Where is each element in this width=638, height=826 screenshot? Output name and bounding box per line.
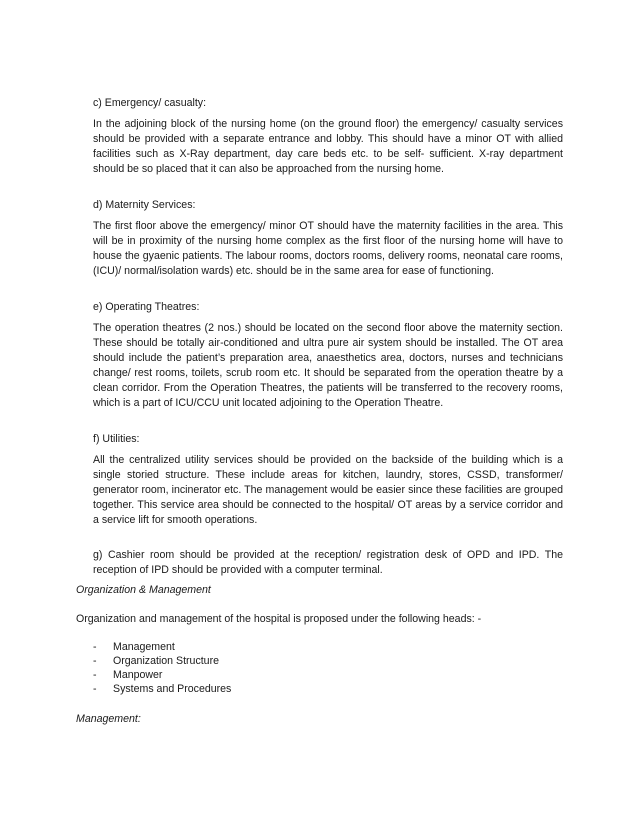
section-body: The operation theatres (2 nos.) should be located on the second floor above the maternity section. These should be totally air-conditioned and ultra pure air system should be installed. The OT area should include the patient’s preparation area, anaesthetics area, doctors, nurses and technicians change/ rest rooms, toilets, scrub room etc. It should be separated from the operation theatre by a clean corridor. From the Operation Theatres, the patients will be transferred to the recovery rooms, which is a part of ICU/CCU unit located adjoining to the Operation Theatre.	[93, 322, 563, 409]
list-item	[93, 640, 231, 654]
org-heading: Organization & Management	[76, 584, 211, 596]
cashier-paragraph: g) Cashier room should be provided at the reception/ registration desk of OPD and IPD. The reception of IPD should be provided with a computer terminal.	[93, 549, 563, 576]
list-item-text: Manpower	[113, 669, 163, 681]
bullet-marker: -	[93, 683, 97, 695]
list-item-text: Organization Structure	[113, 655, 219, 667]
list-item-text: Management	[113, 641, 175, 653]
section-body: In the adjoining block of the nursing home (on the ground floor) the emergency/ casualty services should be provided with a separate entrance and lobby. This should have a minor OT with allied facilities such as X-Ray department, day care beds etc. to be self- sufficient. X-ray department should be so placed that it can also be approached from the nursing home.	[93, 118, 563, 175]
section-heading: d) Maternity Services:	[93, 199, 196, 211]
section-heading: f) Utilities:	[93, 433, 140, 445]
section-cashier	[93, 548, 563, 578]
section-utilities	[93, 432, 563, 528]
bullet-marker: -	[93, 641, 97, 653]
bullet-marker: -	[93, 655, 97, 667]
bullet-list	[93, 640, 231, 696]
section-body: All the centralized utility services should be provided on the backside of the building which is a single storied structure. These include areas for kitchen, laundry, stores, CSSD, transformer/ generator room, incinerator etc. The management would be easier since these facilities are grouped together. This service area should be connected to the hospital/ OT areas by a service corridor and a service lift for smooth operations.	[93, 454, 563, 526]
list-item	[93, 668, 231, 682]
section-heading: c) Emergency/ casualty:	[93, 97, 207, 109]
list-item-text: Systems and Procedures	[113, 683, 232, 695]
org-intro: Organization and management of the hospital is proposed under the following heads: -	[76, 613, 482, 625]
management-heading: Management:	[76, 713, 141, 725]
section-heading: e) Operating Theatres:	[93, 301, 200, 313]
section-emergency	[93, 96, 563, 177]
section-maternity	[93, 198, 563, 279]
section-body: The first floor above the emergency/ minor OT should have the maternity facilities in the area. This will be in proximity of the nursing home complex as the first floor of the nursing home will have to house the gyaenic patients. The labour rooms, doctors rooms, delivery rooms, neonatal care rooms, (ICU)/ normal/isolation wards) etc. should be in the same area for ease of functioning.	[93, 220, 563, 277]
section-operating-theatres	[93, 300, 563, 411]
bullet-marker: -	[93, 669, 97, 681]
list-item	[93, 654, 231, 668]
list-item	[93, 682, 231, 696]
